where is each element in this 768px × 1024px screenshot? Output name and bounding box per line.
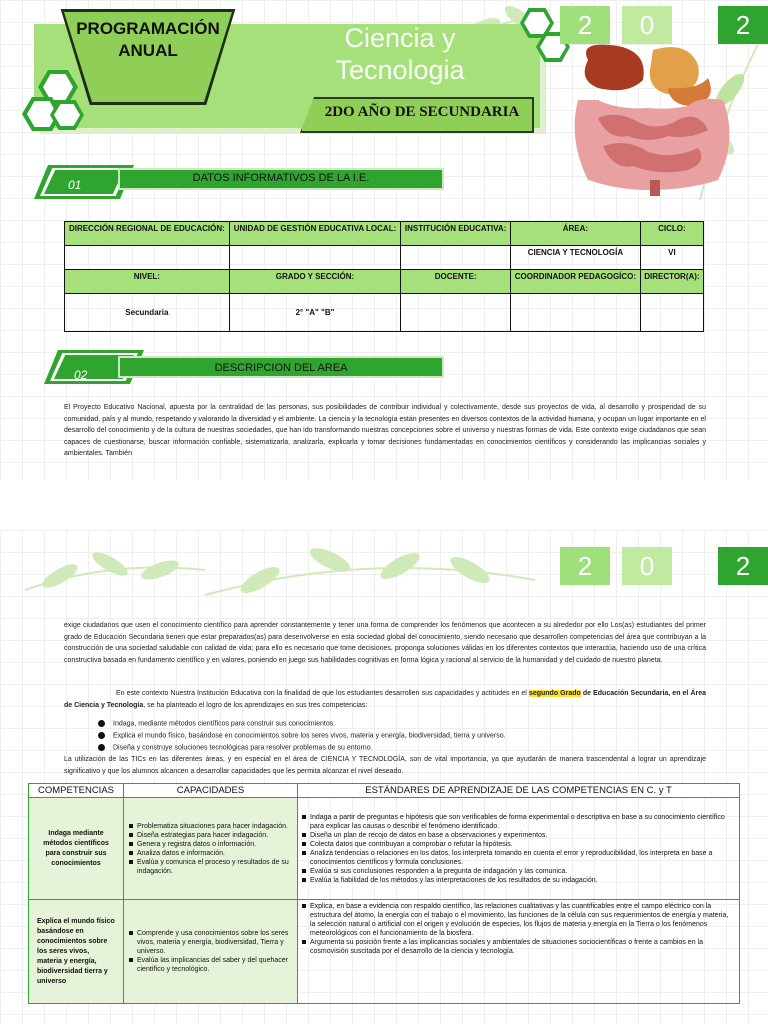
bullet-icon [98, 732, 105, 739]
capacity-item [129, 840, 292, 849]
info-cell: INSTITUCIÓN EDUCATIVA: [401, 222, 511, 246]
info-cell [229, 246, 400, 270]
bullet-icon [302, 878, 306, 882]
context-paragraph [64, 688, 706, 711]
info-cell: Secundaria [65, 294, 230, 332]
info-table-row [65, 222, 704, 246]
year-digit-3: 2 [718, 547, 768, 585]
standard-item [302, 831, 735, 840]
competency-bullet-text: Explica el mundo físico, basándose en conocimientos sobre los seres vivos, materia y energía, biodiversidad, tierra y universo. [113, 732, 506, 740]
info-cell: NIVEL: [65, 270, 230, 294]
standard-item [302, 840, 735, 849]
standard-text: Evalúa la fiabilidad de los métodos y las interpretaciones de los resultados de su indagación. [310, 876, 598, 884]
digestive-system-illustration [558, 40, 746, 196]
capacity-text: Evalúa las implicancias del saber y del quehacer científico y tecnológico. [137, 957, 288, 973]
standard-text: Explica, en base a evidencia con respaldo científico, las relaciones cualitativas y las cuantificables entre el campo eléctrico con la estructura del átomo, la energía con el trabajo o el movimiento, las funciones de la célula con sus requerimientos de energía y materia, la selección natural o artificial con el origen y evolución de especies, los flujos de materia y energía en la Tierra o los fenómenos meteorológicos con el funcionamiento de la biosfera. [310, 903, 729, 937]
bullet-icon [129, 833, 133, 837]
standard-text: Evalúa si sus conclusiones responden a la pregunta de indagación y las comunica. [310, 867, 568, 875]
leaf-decoration-icon [200, 540, 540, 610]
competencies-table-header [29, 784, 740, 798]
bullet-icon [302, 869, 306, 873]
tics-paragraph: La utilización de las TICs en las diferentes áreas, y en especial en el área de CIENCIA Y TECNOLOGÍA, son de vital importancia, ya que ayudarán de manera trascendental a lograr un aprendizaje significativo y que los alumnos alcancen a desarrollar capacidades que les permita alcanzar el nivel deseado. [64, 756, 706, 775]
section-01-title: DATOS INFORMATIVOS DE LA I.E. [192, 172, 370, 184]
standard-text: Argumenta su posición frente a las implicancias sociales y ambientales de situaciones sociocientíficas o frente a cambios en la cosmovisión suscitada por el desarrollo de la ciencia y tecnología. [310, 939, 703, 955]
capacity-text: Genera y registra datos o información. [137, 840, 257, 848]
info-table [64, 221, 704, 332]
standards-cell [298, 798, 740, 900]
highlighted-grade: segundo Grado [528, 690, 581, 697]
subject-title [290, 22, 510, 86]
column-header: COMPETENCIAS [29, 784, 124, 798]
page-1 [0, 0, 768, 480]
info-cell [401, 246, 511, 270]
column-header: CAPACIDADES [124, 784, 298, 798]
info-table-row [65, 246, 704, 270]
info-cell: VI [640, 246, 703, 270]
capacity-item [129, 858, 292, 876]
standard-item [302, 849, 735, 867]
year-strip [560, 6, 768, 44]
standard-text: Analiza tendencias o relaciones en los datos, los interpreta tomando en cuenta el error y reproducibilidad, los interpreta en base a conocimientos científicos y formula conclusiones. [310, 849, 713, 866]
bullet-icon [129, 860, 133, 864]
capacity-text: Comprende y usa conocimientos sobre los seres vivos, materia y energía, biodiversidad, Tierra y universo. [137, 930, 289, 955]
info-cell: CICLO: [640, 222, 703, 246]
grade-label: 2DO AÑO DE SECUNDARIA [324, 104, 520, 120]
info-table-row [65, 294, 704, 332]
year-strip [560, 547, 768, 585]
bullet-icon [302, 851, 306, 855]
competency-cell [29, 798, 124, 900]
bullet-icon [302, 904, 306, 908]
competency-bullet [98, 732, 506, 739]
standard-item [302, 902, 735, 938]
info-table-row [65, 270, 704, 294]
info-cell: GRADO Y SECCIÓN: [229, 270, 400, 294]
section-02-title: DESCRIPCION DEL AREA [214, 362, 348, 374]
program-title [48, 18, 248, 62]
info-cell: DIRECTOR(A): [640, 270, 703, 294]
section-01-number: 01 [68, 178, 82, 192]
capacity-item [129, 849, 292, 858]
info-cell: COORDINADOR PEDAGOGÍCO: [510, 270, 640, 294]
subject-title-line1: Ciencia y [344, 23, 456, 53]
bullet-icon [129, 958, 133, 962]
context-text: En este contexto Nuestra Institución Educativa con la finalidad de que los estudiantes desarrollen sus capacidades y actitudes en el [116, 690, 529, 697]
standards-cell [298, 900, 740, 1004]
standard-text: Indaga a partir de preguntas e hipótesis que son verificables de forma experimental o descriptiva en base a su conocimiento científico para explicar las causas o describir el fenómeno identificado. [310, 813, 725, 830]
competency-cell [29, 900, 124, 1004]
context-text-end: , se ha planteado el logro de los aprendizajes en sus tres competencias: [143, 701, 368, 709]
section-02-number: 02 [74, 368, 88, 382]
year-digit-1: 2 [560, 547, 610, 585]
subject-title-line2: Tecnologia [335, 55, 465, 85]
context-bold-text: de Educación Secundaria, en el Área de Ciencia y Tecnología [64, 690, 707, 709]
standard-text: Diseña un plan de recojo de datos en base a observaciones y experimentos. [310, 831, 548, 839]
program-title-line2: ANUAL [118, 41, 178, 60]
bullet-icon [129, 851, 133, 855]
leaf-decoration-icon [20, 540, 210, 600]
capacity-item [129, 822, 292, 831]
capacity-text: Diseña estrategias para hacer indagación. [137, 831, 269, 839]
bullet-icon [129, 824, 133, 828]
info-cell: 2° "A" "B" [229, 294, 400, 332]
competencies-table [28, 783, 740, 1004]
bullet-icon [98, 720, 105, 727]
bullet-icon [129, 931, 133, 935]
description-continued-paragraph: exige ciudadanos que usen el conocimiento científico para aprender constantemente y tener una forma de comprender los fenómenos que acontecen a su alrededor por ello Los(as) estudiantes del primer grado de Educación Secundaria tienen que estar preparados(as) para desenvolverse en esta sociedad global del conocimiento, siendo necesario que desarrollen competencias del área que contribuyan a la construcción de una sociedad saludable con calidad de vida; para ello es necesario que tome decisiones, proponga soluciones válidas en los diferentes contextos que interactúa, haciendo uso de una crítica constructiva basada en fundamento científico y en valores, poniendo en juego sus habilidades cognitivas en forma lógica y racional al servicio de la humanidad y del cuidado de nuestro planeta. [64, 622, 706, 664]
bullet-icon [302, 842, 306, 846]
standard-item [302, 876, 735, 885]
capacity-item [129, 929, 292, 956]
competency-bullet [98, 720, 335, 727]
info-cell: DIRECCIÓN REGIONAL DE EDUCACIÓN: [65, 222, 230, 246]
info-cell: CIENCIA Y TECNOLOGÍA [510, 246, 640, 270]
column-header: ESTÁNDARES DE APRENDIZAJE DE LAS COMPETENCIAS EN C. y T [298, 784, 740, 798]
bullet-icon [129, 842, 133, 846]
standard-item [302, 867, 735, 876]
info-cell: UNIDAD DE GESTIÓN EDUCATIVA LOCAL: [229, 222, 400, 246]
info-cell [401, 294, 511, 332]
competency-bullet-text: Diseña y construye soluciones tecnológicas para resolver problemas de su entorno. [113, 744, 373, 752]
capacity-text: Problematiza situaciones para hacer indagación. [137, 822, 288, 830]
capacity-item [129, 956, 292, 974]
info-cell [510, 294, 640, 332]
competency-bullet [98, 744, 373, 751]
section-01-tag-fill [44, 170, 124, 194]
competencies-table-row [29, 900, 740, 1004]
info-cell [640, 294, 703, 332]
standard-item [302, 813, 735, 831]
standard-item [302, 938, 735, 956]
capacities-cell [124, 900, 298, 1004]
year-digit-2: 0 [622, 547, 672, 585]
competency-bullet-text: Indaga, mediante métodos científicos para construir sus conocimientos. [113, 720, 336, 728]
competency-name: Explica el mundo físico basándose en conocimientos sobre los seres vivos, materia y energía, biodiversidad tierra y universo [37, 917, 115, 985]
competency-name: Indaga mediante métodos científicos para construir sus conocimientos [43, 829, 109, 867]
bullet-icon [302, 940, 306, 944]
bullet-icon [302, 815, 306, 819]
info-cell: ÁREA: [510, 222, 640, 246]
capacity-text: Evalúa y comunica el proceso y resultados de su indagación. [137, 858, 289, 875]
competencies-table-row [29, 798, 740, 900]
info-cell: DOCENTE: [401, 270, 511, 294]
year-digit-1: 2 [560, 6, 610, 44]
year-digit-3: 2 [718, 6, 768, 44]
capacity-item [129, 831, 292, 840]
program-title-line1: PROGRAMACIÓN [76, 19, 220, 38]
bullet-icon [302, 833, 306, 837]
standard-text: Colecta datos que contribuyan a comprobar o refutar la hipótesis. [310, 840, 513, 848]
bullet-icon [98, 744, 105, 751]
info-cell [65, 246, 230, 270]
area-description-paragraph: El Proyecto Educativo Nacional, apuesta por la centralidad de las personas, sus posibilidades de contribuir individual y colectivamente, desde sus proyectos de vida, al desarrollo y prosperidad de su comunidad, país y al mundo, respetando y valorando la diversidad y el ambiente. La ciencia y la tecnología están presentes en diversos contextos de la actividad humana, y ocupan un lugar importante en el desarrollo del conocimiento y de la cultura de nuestras sociedades, que han ido transformando nuestras concepciones sobre el universo y nuestras formas de vida. Este contexto exige ciudadanos que sean capaces de cuestionarse, buscar información confiable, sistematizarla, analizarla, explicarla y tomar decisiones fundamentadas en conocimientos científicos y considerando las implicancias sociales y ambientales. También [64, 404, 706, 457]
capacity-text: Analiza datos e información. [137, 849, 225, 857]
page-gap [0, 480, 768, 530]
capacities-cell [124, 798, 298, 900]
year-digit-2: 0 [622, 6, 672, 44]
